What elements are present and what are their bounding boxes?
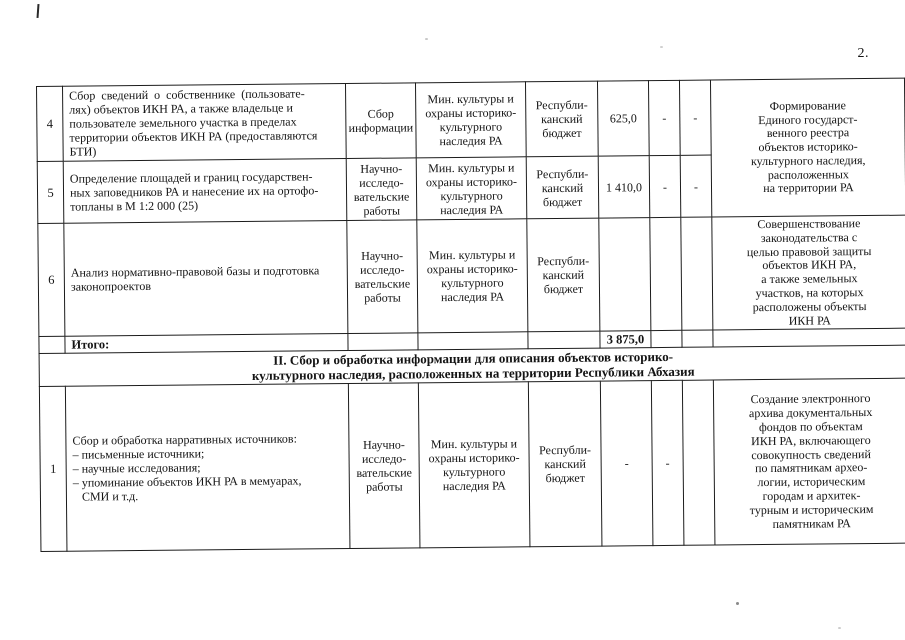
work-type-cell [348, 333, 418, 351]
dash-cell: - [651, 381, 684, 546]
activity-cell: Сбор сведений о собственнике (пользовате- лях) объектов ИКН РА, а также владельце и пользователе земельного участка в пределах территории объектов ИКН РА (предоставляются БТИ) [63, 84, 347, 162]
dash-cell [651, 331, 682, 348]
executor-cell: Мин. культуры и охраны историко- культурного наследия РА [416, 157, 527, 220]
row-number: 1 [39, 387, 67, 552]
dash-cell: - [648, 80, 680, 155]
executor-cell [418, 332, 528, 350]
budget-cell [528, 331, 600, 349]
table-row-1 [39, 379, 905, 552]
table-row-6 [38, 215, 905, 337]
result-cell: Формирование Единого государст- венного реестра объектов историко- культурного наследия, расположенных на территории РА [710, 78, 905, 217]
executor-cell: Мин. культуры и охраны историко- культурного наследия РА [415, 82, 526, 158]
total-label: Итого: [65, 334, 348, 354]
work-type-cell: Научно- исследо- вательские работы [347, 220, 418, 334]
amount-cell: - [600, 381, 653, 546]
scan-artifact-line [37, 4, 40, 18]
amount-cell: 625,0 [597, 81, 649, 156]
scan-speck [838, 627, 841, 629]
executor-cell: Мин. культуры и охраны историко- культурного наследия РА [418, 382, 530, 548]
dash-cell [650, 217, 682, 331]
dash-cell: - [649, 155, 681, 217]
result-cell: Совершенствование законодательства с целью правовой защиты объектов ИКН РА, а также земельных участков, на которых расположены объекты ИКН РА [712, 215, 905, 330]
budget-cell: Республи- канский бюджет [525, 81, 598, 157]
scan-speck [425, 38, 428, 40]
activity-cell: Сбор и обработка нарративных источников: – письменные источники; – научные исследования; – упоминание объектов ИКН РА в мемуарах, СМИ и т.д. [65, 384, 350, 552]
amount-cell [599, 218, 651, 332]
budget-cell: Республи- канский бюджет [526, 156, 599, 219]
page-number: 2. [857, 46, 869, 61]
activity-cell: Анализ нормативно-правовой базы и подготовка законопроектов [64, 221, 348, 337]
table-row-4 [37, 78, 905, 161]
activity-cell: Определение площадей и границ государствен- ных заповедников РА и нанесение их на ортофо- топланы в М 1:2 000 (25) [63, 159, 347, 224]
dash-cell: - [680, 155, 712, 217]
row-number: 5 [37, 161, 64, 223]
dash-cell [682, 330, 713, 347]
result-cell [713, 329, 905, 348]
dash-cell [681, 217, 713, 331]
total-amount: 3 875,0 [600, 331, 651, 348]
program-table [36, 78, 905, 553]
row-number: 6 [38, 223, 65, 337]
row-number [39, 337, 65, 354]
row-number: 4 [37, 86, 64, 161]
scan-speck [736, 602, 739, 605]
dash-cell: - [679, 80, 711, 155]
amount-cell: 1 410,0 [598, 156, 650, 218]
budget-cell: Республи- канский бюджет [527, 218, 600, 332]
budget-cell: Республи- канский бюджет [528, 381, 602, 547]
executor-cell: Мин. культуры и охраны историко- культурного наследия РА [417, 219, 528, 333]
dash-cell [682, 380, 715, 545]
work-type-cell: Научно- исследо- вательские работы [348, 383, 420, 549]
scan-speck [660, 46, 663, 48]
program-table-grid [36, 78, 905, 553]
result-cell: Создание электронного архива документальных фондов по объектам ИКН РА, включающего совокупность сведений по памятникам архео- логии, историческим городам и архитек- турным и историческим памятникам РА [713, 379, 905, 546]
work-type-cell: Научно- исследо- вательские работы [346, 158, 417, 221]
section-title: II. Сбор и обработка информации для описания объектов историко- культурного наследия, расположенных на территории Республики Абхазия [39, 346, 905, 387]
work-type-cell: Сбор информации [345, 83, 416, 159]
